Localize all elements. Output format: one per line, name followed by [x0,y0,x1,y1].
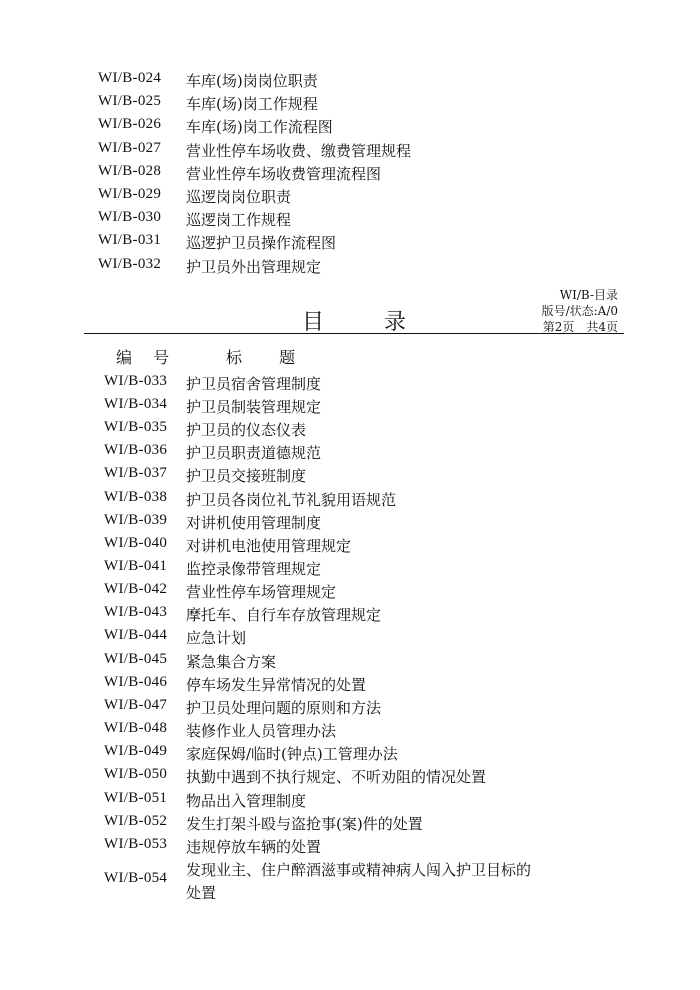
page-info: 第2页 共4页 [542,320,618,334]
toc-title: 紧急集合方案 [186,653,277,671]
toc-code: WI/B-038 [104,489,168,505]
item-title: 巡逻护卫员操作流程图 [186,234,337,252]
toc-title: 护卫员职责道德规范 [186,444,322,462]
item-title: 车库(场)岗工作规程 [186,95,318,113]
toc-code: WI/B-035 [104,419,168,435]
toc-code: WI/B-043 [104,604,168,620]
toc-title: 监控录像带管理规定 [186,560,322,578]
page-title: 目录 [302,310,467,335]
toc-title: 发生打架斗殴与盗抢事(案)件的处置 [186,815,423,833]
item-title: 营业性停车场收费、缴费管理规程 [186,142,412,160]
toc-title: 应急计划 [186,629,247,647]
toc-code: WI/B-052 [104,813,168,829]
column-header-number: 编 号 [116,348,178,367]
toc-title: 停车场发生异常情况的处置 [186,676,367,694]
toc-title: 物品出入管理制度 [186,792,307,810]
doc-code: WI/B-目录 [559,288,618,302]
toc-code: WI/B-039 [104,512,168,528]
item-code: WI/B-026 [98,116,162,132]
item-code: WI/B-032 [98,256,162,272]
item-title: 护卫员外出管理规定 [186,258,322,276]
toc-title: 摩托车、自行车存放管理规定 [186,606,382,624]
toc-code: WI/B-041 [104,558,168,574]
item-code: WI/B-029 [98,186,162,202]
toc-title: 护卫员各岗位礼节礼貌用语规范 [186,491,397,509]
item-title: 车库(场)岗工作流程图 [186,118,333,136]
toc-title: 对讲机使用管理制度 [186,514,322,532]
toc-code: WI/B-049 [104,743,168,759]
version-status: 版号/状态:A/0 [541,304,618,318]
toc-code: WI/B-034 [104,396,168,412]
toc-code: WI/B-051 [104,790,168,806]
toc-title: 家庭保姆/临时(钟点)工管理办法 [186,745,398,763]
toc-code: WI/B-054 [104,870,168,886]
toc-code: WI/B-047 [104,697,168,713]
toc-code: WI/B-040 [104,535,168,551]
toc-title: 护卫员的仪态仪表 [186,421,307,439]
toc-code: WI/B-042 [104,581,168,597]
item-title: 巡逻岗工作规程 [186,211,292,229]
toc-code: WI/B-046 [104,674,168,690]
item-title: 巡逻岗岗位职责 [186,188,292,206]
toc-title: 护卫员交接班制度 [186,467,307,485]
toc-code: WI/B-045 [104,651,168,667]
toc-code: WI/B-036 [104,442,168,458]
item-title: 营业性停车场收费管理流程图 [186,165,382,183]
toc-code: WI/B-050 [104,766,168,782]
column-header-title: 标 题 [226,348,312,367]
toc-code: WI/B-044 [104,627,168,643]
item-code: WI/B-024 [98,70,162,86]
toc-title-wrapped: 发现业主、住户醉酒滋事或精神病人闯入护卫目标的处置 [186,861,532,902]
toc-title: 护卫员处理问题的原则和方法 [186,699,382,717]
toc-title: 护卫员宿舍管理制度 [186,375,322,393]
toc-code: WI/B-037 [104,465,168,481]
item-code: WI/B-028 [98,163,162,179]
toc-code: WI/B-053 [104,836,168,852]
toc-title: 装修作业人员管理办法 [186,722,337,740]
item-title: 车库(场)岗岗位职责 [186,72,318,90]
toc-title: 违规停放车辆的处置 [186,838,322,856]
toc-title: 执勤中遇到不执行规定、不听劝阻的情况处置 [186,768,487,786]
toc-title: 营业性停车场管理规定 [186,583,337,601]
item-code: WI/B-030 [98,209,162,225]
toc-title: 对讲机电池使用管理规定 [186,537,352,555]
item-code: WI/B-025 [98,93,162,109]
header-divider [84,333,624,334]
toc-code: WI/B-033 [104,373,168,389]
toc-code: WI/B-048 [104,720,168,736]
item-code: WI/B-031 [98,232,162,248]
item-code: WI/B-027 [98,140,162,156]
toc-title: 护卫员制装管理规定 [186,398,322,416]
